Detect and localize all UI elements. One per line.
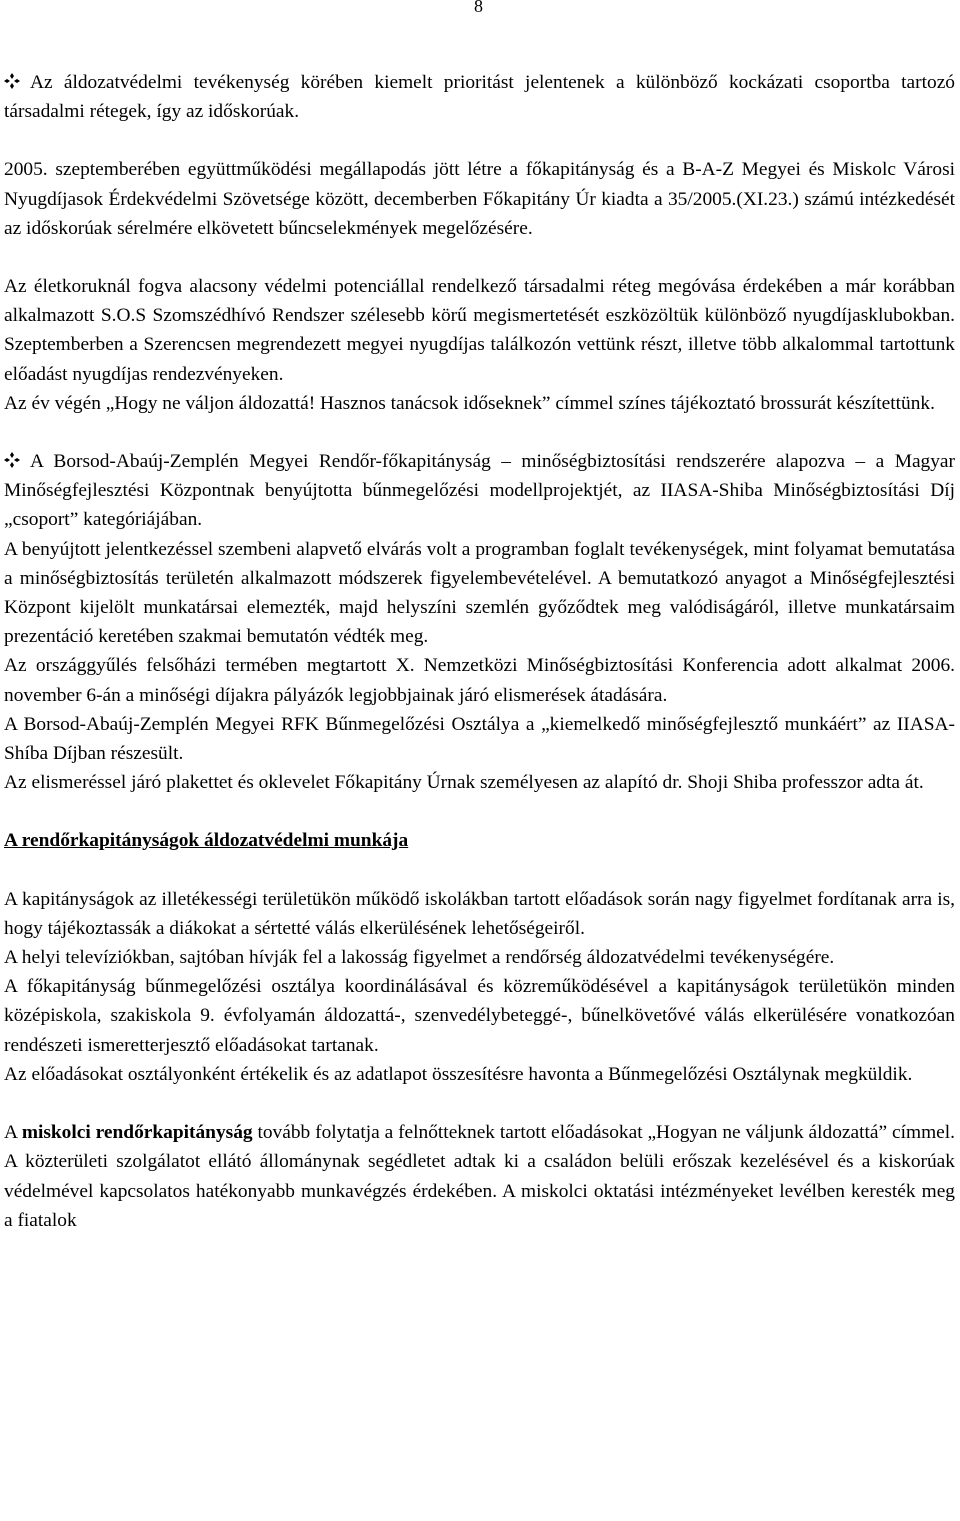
miskolc-text-start: A bbox=[4, 1122, 22, 1144]
diamond-bullet-icon bbox=[4, 73, 20, 89]
bullet-paragraph-quality-award bbox=[4, 447, 955, 535]
paragraph-school-lectures: A kapitányságok az illetékességi területükön működő iskolákban tartott előadások során nagy figyelmet fordítanak arra is, hogy tájékoztassák a diákokat a sértetté válás elkerülésének lehetőségeiről. bbox=[4, 888, 955, 939]
paragraph-grade9-lectures: A főkapitányság bűnmegelőzési osztálya koordinálásával és közreműködésével a kapitányságok területükön minden középiskola, szakiskola 9. évfolyamán áldozattá-, szenvedélybeteggé-, bűnelkövetővé válás elkerülésére vonatkozóan rendészeti ismeretterjesztő előadásokat tartanak. bbox=[4, 976, 955, 1056]
bullet-paragraph-elderly bbox=[4, 68, 955, 126]
paragraph-local-media: A helyi televíziókban, sajtóban hívják fel a lakosság figyelmet a rendőrség áldozatvédelmi tevékenységére. bbox=[4, 947, 835, 969]
bullet-text-quality-award: A Borsod-Abaúj-Zemplén Megyei Rendőr-főkapitányság – minőségbiztosítási rendszerére alapozva – a Magyar Minőségfejlesztési Központnak benyújtotta bűnmegelőzési modellprojektjét, az IIASA-Shiba Minőségbiztosítási Díj „csoport” kategóriájában. bbox=[4, 451, 955, 531]
document-body bbox=[4, 68, 955, 1235]
paragraph-evaluation: Az előadásokat osztályonként értékelik és az adatlapot összesítésre havonta a Bűnmegelőzési Osztálynak megküldik. bbox=[4, 1063, 913, 1085]
miskolc-text-rest: tovább folytatja a felnőtteknek tartott előadásokat „Hogyan ne váljunk áldozattá” címmel. A közterületi szolgálatot ellátó állománynak segédletet adtak ki a családon belüli erőszak kezelésével és a kiskorúak védelmével kapcsolatos hatékonyabb munkavégzés érdekében. A miskolci oktatási intézményeket levélben keresték meg a fiatalok bbox=[4, 1122, 955, 1231]
diamond-bullet-icon bbox=[4, 452, 20, 468]
paragraph-sos-system: Az életkoruknál fogva alacsony védelmi potenciállal rendelkező társadalmi réteg megóvása érdekében a már korábban alkalmazott S.O.S Szomszédhívó Rendszer szélesebb körű megismertetését eszközöltük különböző nyugdíjasklubokban. Szeptemberben a Szerencsen megrendezett megyei nyugdíjas találkozón vettünk részt, illetve több alkalommal tartottunk előadást nyugdíjas rendezvényeken. bbox=[4, 276, 955, 385]
paragraph-award-received: A Borsod-Abaúj-Zemplén Megyei RFK Bűnmegelőzési Osztálya a „kiemelkedő minőségfejlesztő munkáért” az IIASA-Shíba Díjban részesült. bbox=[4, 713, 955, 765]
paragraph-application: A benyújtott jelentkezéssel szembeni alapvető elvárás volt a programban foglalt tevékenységek, mint folyamat bemutatása a minőségbiztosítás területén alkalmazott módszerek figyelembevételével. A bemutatkozó anyagot a Minőségfejlesztési Központ kijelölt munkatársai elemezték, majd helyszíni szemlén győződtek meg valódiságáról, illetve munkatársaim prezentáció keretében szakmai bemutatón védték meg. bbox=[4, 538, 955, 648]
miskolc-emphasis: miskolci rendőrkapitányság bbox=[21, 1122, 253, 1144]
paragraph-miskolc bbox=[4, 1118, 955, 1235]
paragraph-conference: Az országgyűlés felsőházi termében megtartott X. Nemzetközi Minőségbiztosítási Konferencia adott alkalmat 2006. november 6-án a minőségi díjakra pályázók legjobbjainak járó elismerések átadására. bbox=[4, 655, 955, 706]
paragraph-plaque: Az elismeréssel járó plakettet és oklevelet Főkapitány Úrnak személyesen az alapító dr. Shoji Shiba professzor adta át. bbox=[4, 772, 924, 794]
section-heading: A rendőrkapitányságok áldozatvédelmi munkája bbox=[4, 830, 409, 852]
paragraph-agreement: 2005. szeptemberében együttműködési megállapodás jött létre a főkapitányság és a B-A-Z Megyei és Miskolc Városi Nyugdíjasok Érdekvédelmi Szövetsége között, decemberben Főkapitány Úr kiadta a 35/2005.(XI.23.) számú intézkedését az időskorúak sérelmére elkövetett bűncselekmények megelőzésére. bbox=[4, 159, 955, 239]
bullet-text-elderly: Az áldozatvédelmi tevékenység körében kiemelt prioritást jelentenek a különböző kockázati csoportba tartozó társadalmi rétegek, így az időskorúak. bbox=[4, 72, 955, 123]
page-number: 8 bbox=[474, 0, 483, 16]
paragraph-brochure: Az év végén „Hogy ne váljon áldozattá! Hasznos tanácsok időseknek” címmel színes tájékoztató brossurát készítettünk. bbox=[4, 392, 935, 414]
